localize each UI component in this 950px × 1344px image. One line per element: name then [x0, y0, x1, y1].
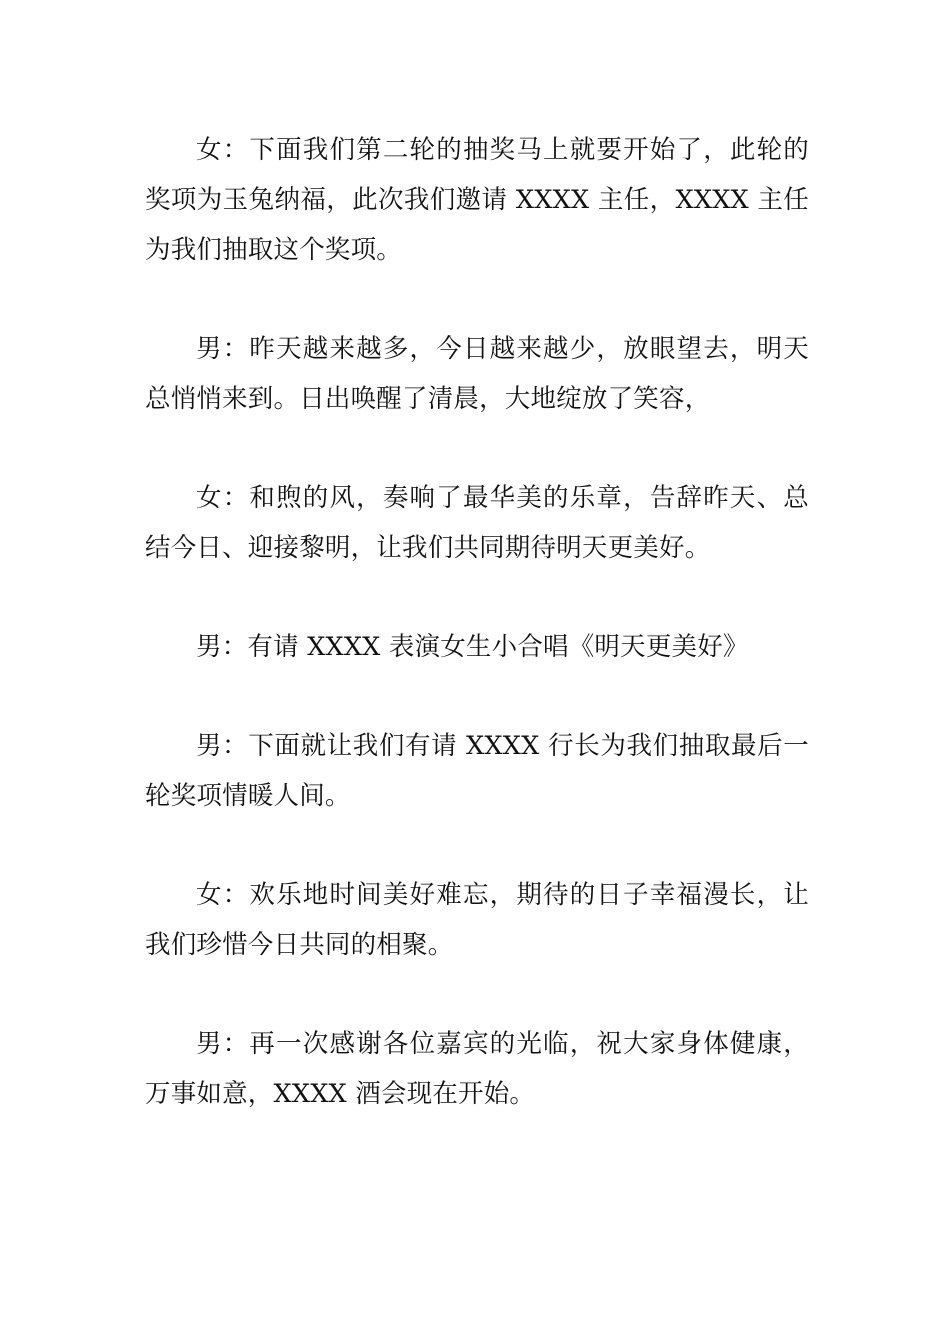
dialogue-paragraph-5: 男：下面就让我们有请 XXXX 行长为我们抽取最后一轮奖项情暖人间。	[145, 731, 809, 811]
dialogue-paragraph-4: 男：有请 XXXX 表演女生小合唱《明天更美好》	[196, 632, 749, 662]
dialogue-paragraph-6: 女：欢乐地时间美好难忘，期待的日子幸福漫长，让我们珍惜今日共同的相聚。	[145, 880, 809, 960]
dialogue-paragraph-1: 女：下面我们第二轮的抽奖马上就要开始了，此轮的奖项为玉兔纳福，此次我们邀请 XXXX 主任，XXXX 主任为我们抽取这个奖项。	[145, 135, 809, 265]
dialogue-paragraph-3: 女：和煦的风，奏响了最华美的乐章，告辞昨天、总结今日、迎接黎明，让我们共同期待明天更美好。	[145, 483, 809, 563]
dialogue-paragraph-7: 男：再一次感谢各位嘉宾的光临，祝大家身体健康，万事如意，XXXX 酒会现在开始。	[145, 1029, 809, 1109]
dialogue-paragraph-2: 男：昨天越来越多，今日越来越少，放眼望去，明天总悄悄来到。日出唤醒了清晨，大地绽放了笑容，	[145, 334, 809, 414]
